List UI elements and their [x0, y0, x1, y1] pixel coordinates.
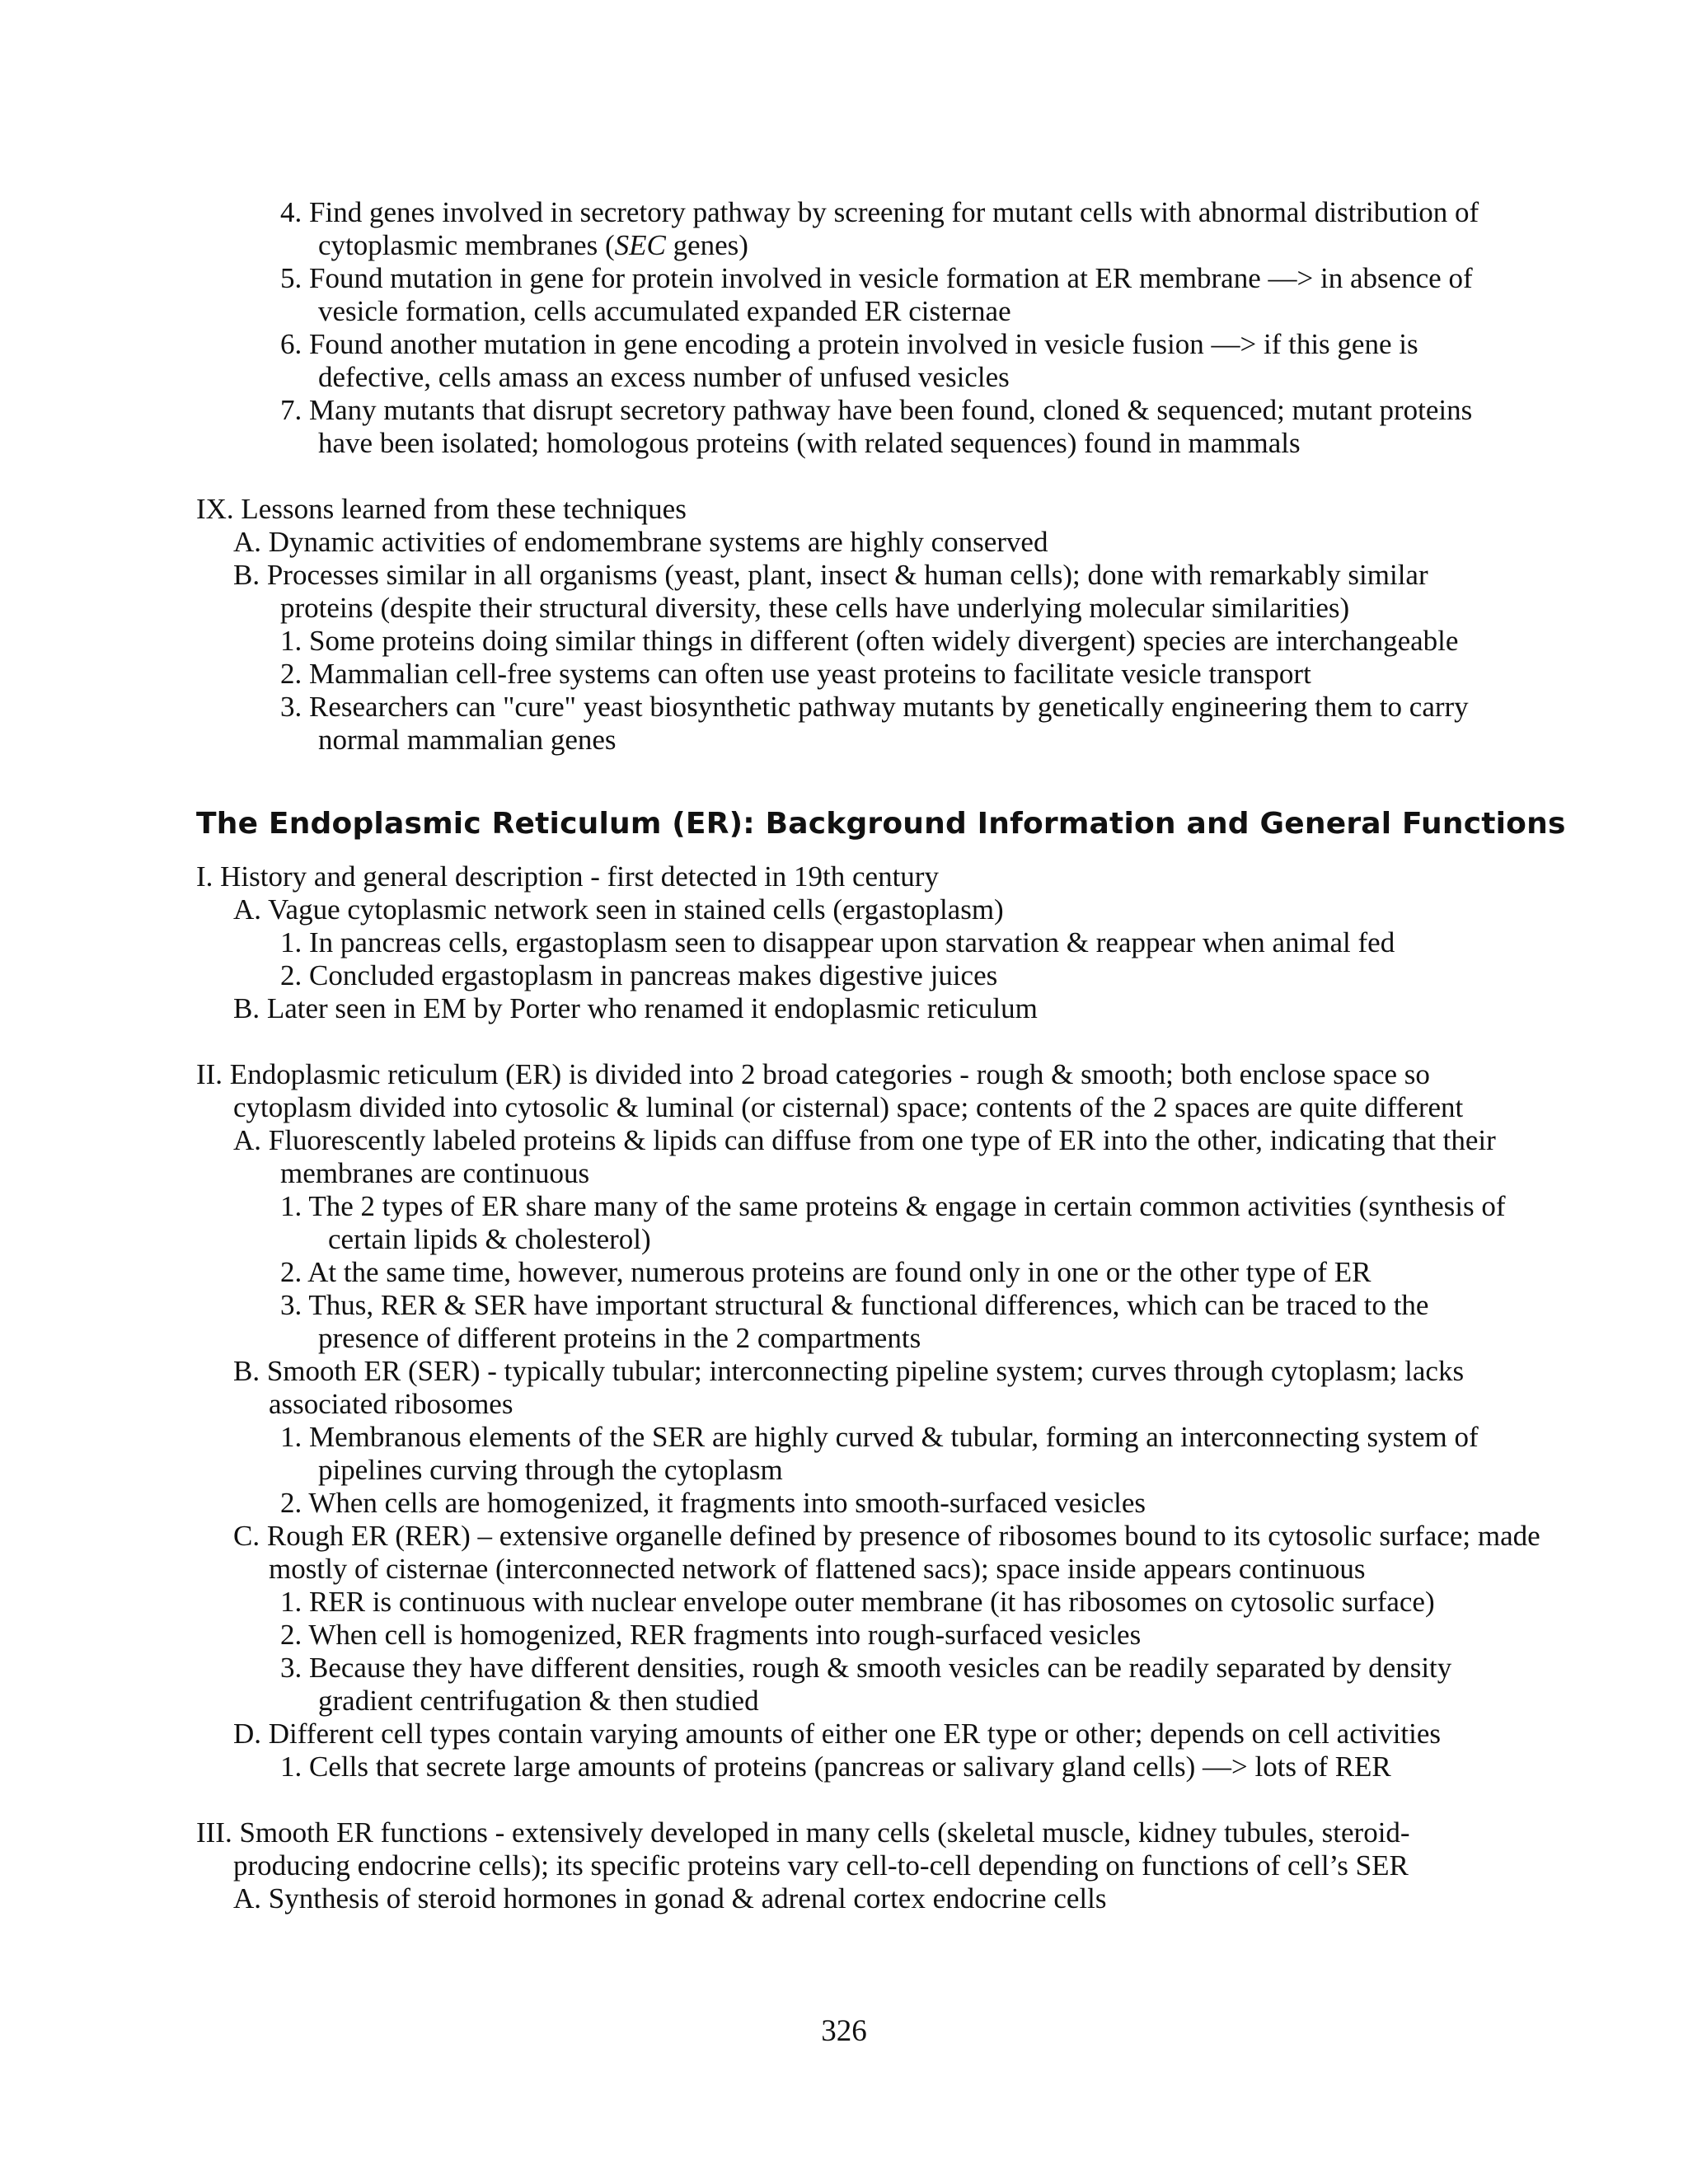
section-ix-b-line1: B. Processes similar in all organisms (yeast, plant, insect & human cells); done with remarkably similar [233, 559, 1428, 591]
section-ii-b1-line1: 1. Membranous elements of the SER are highly curved & tubular, forming an interconnecting system of [280, 1421, 1479, 1453]
list-item-5-line1: 5. Found mutation in gene for protein involved in vesicle formation at ER membrane —> in absence of [280, 262, 1473, 294]
list-item-6-line2: defective, cells amass an excess number of unfused vesicles [318, 361, 1010, 393]
section-ii-a-line1: A. Fluorescently labeled proteins & lipids can diffuse from one type of ER into the other, indicating that their [233, 1124, 1496, 1156]
section-ii-c3-line1: 3. Because they have different densities, rough & smooth vesicles can be readily separated by density [280, 1652, 1452, 1684]
section-i-a: A. Vague cytoplasmic network seen in stained cells (ergastoplasm) [233, 893, 1004, 926]
section-ii-d1: 1. Cells that secrete large amounts of proteins (pancreas or salivary gland cells) —> lots of RER [280, 1750, 1391, 1783]
section-ii-b-line2: associated ribosomes [269, 1388, 513, 1420]
section-iii-title-line2: producing endocrine cells); its specific proteins vary cell-to-cell depending on functions of cell’s SER [233, 1849, 1409, 1882]
section-ii-c2: 2. When cell is homogenized, RER fragments into rough-surfaced vesicles [280, 1619, 1142, 1651]
section-ii-title-line1: II. Endoplasmic reticulum (ER) is divided into 2 broad categories - rough & smooth; both enclose space so [196, 1058, 1430, 1090]
section-ii-a3-line1: 3. Thus, RER & SER have important structural & functional differences, which can be traced to the [280, 1289, 1429, 1321]
section-ii-b1-line2: pipelines curving through the cytoplasm [318, 1454, 783, 1486]
section-ii-c-line1: C. Rough ER (RER) – extensive organelle defined by presence of ribosomes bound to its cytosolic surface; made [233, 1520, 1540, 1552]
section-ix-b-line2: proteins (despite their structural diversity, these cells have underlying molecular similarities) [280, 592, 1350, 624]
section-ii-a3-line2: presence of different proteins in the 2 compartments [318, 1322, 921, 1354]
section-i-a2: 2. Concluded ergastoplasm in pancreas makes digestive juices [280, 959, 998, 991]
section-ii-title-line2: cytoplasm divided into cytosolic & luminal (or cisternal) space; contents of the 2 spaces are quite different [233, 1091, 1464, 1123]
section-ii-a2: 2. At the same time, however, numerous proteins are found only in one or the other type of ER [280, 1256, 1372, 1288]
list-item-5-line2: vesicle formation, cells accumulated expanded ER cisternae [318, 295, 1011, 327]
list-item-4-line2: cytoplasmic membranes (SEC genes) [318, 229, 748, 261]
section-ix-b3-line1: 3. Researchers can "cure" yeast biosynthetic pathway mutants by genetically engineering them to carry [280, 691, 1469, 723]
section-ii-a1-line2: certain lipids & cholesterol) [328, 1223, 651, 1255]
section-ii-a-line2: membranes are continuous [280, 1157, 590, 1189]
section-ix-b1: 1. Some proteins doing similar things in different (often widely divergent) species are interchangeable [280, 625, 1459, 657]
list-item-7-line1: 7. Many mutants that disrupt secretory pathway have been found, cloned & sequenced; mutant proteins [280, 394, 1473, 426]
section-iii-title-line1: III. Smooth ER functions - extensively developed in many cells (skeletal muscle, kidney tubules, steroid- [196, 1816, 1410, 1849]
section-i-title: I. History and general description - first detected in 19th century [196, 860, 939, 893]
section-i-a1: 1. In pancreas cells, ergastoplasm seen to disappear upon starvation & reappear when animal fed [280, 926, 1395, 958]
section-ii-c1: 1. RER is continuous with nuclear envelope outer membrane (it has ribosomes on cytosolic surface) [280, 1586, 1435, 1618]
section-ii-a1-line1: 1. The 2 types of ER share many of the same proteins & engage in certain common activities (synthesis of [280, 1190, 1506, 1222]
section-ii-b-line1: B. Smooth ER (SER) - typically tubular; interconnecting pipeline system; curves through cytoplasm; lacks [233, 1355, 1465, 1387]
section-iii-a: A. Synthesis of steroid hormones in gonad & adrenal cortex endocrine cells [233, 1882, 1107, 1915]
section-ii-b2: 2. When cells are homogenized, it fragments into smooth-surfaced vesicles [280, 1487, 1146, 1519]
section-ii-c-line2: mostly of cisternae (interconnected network of flattened sacs); space inside appears continuous [269, 1553, 1366, 1585]
list-item-7-line2: have been isolated; homologous proteins (with related sequences) found in mammals [318, 427, 1301, 459]
section-ix-title: IX. Lessons learned from these techniques [196, 493, 687, 525]
section-ii-c3-line2: gradient centrifugation & then studied [318, 1685, 759, 1717]
list-item-4-line1: 4. Find genes involved in secretory pathway by screening for mutant cells with abnormal distribution of [280, 196, 1479, 228]
section-ix-b2: 2. Mammalian cell-free systems can often use yeast proteins to facilitate vesicle transport [280, 658, 1311, 690]
list-item-6-line1: 6. Found another mutation in gene encoding a protein involved in vesicle fusion —> if this gene is [280, 328, 1418, 360]
section-ii-d: D. Different cell types contain varying amounts of either one ER type or other; depends on cell activities [233, 1718, 1442, 1750]
section-i-b: B. Later seen in EM by Porter who renamed it endoplasmic reticulum [233, 992, 1038, 1024]
section-ix-b3-line2: normal mammalian genes [318, 724, 617, 756]
page-number: 326 [821, 2014, 867, 2048]
section-ix-a: A. Dynamic activities of endomembrane systems are highly conserved [233, 526, 1048, 558]
section-heading: The Endoplasmic Reticulum (ER): Background Information and General Functions [196, 807, 1566, 841]
